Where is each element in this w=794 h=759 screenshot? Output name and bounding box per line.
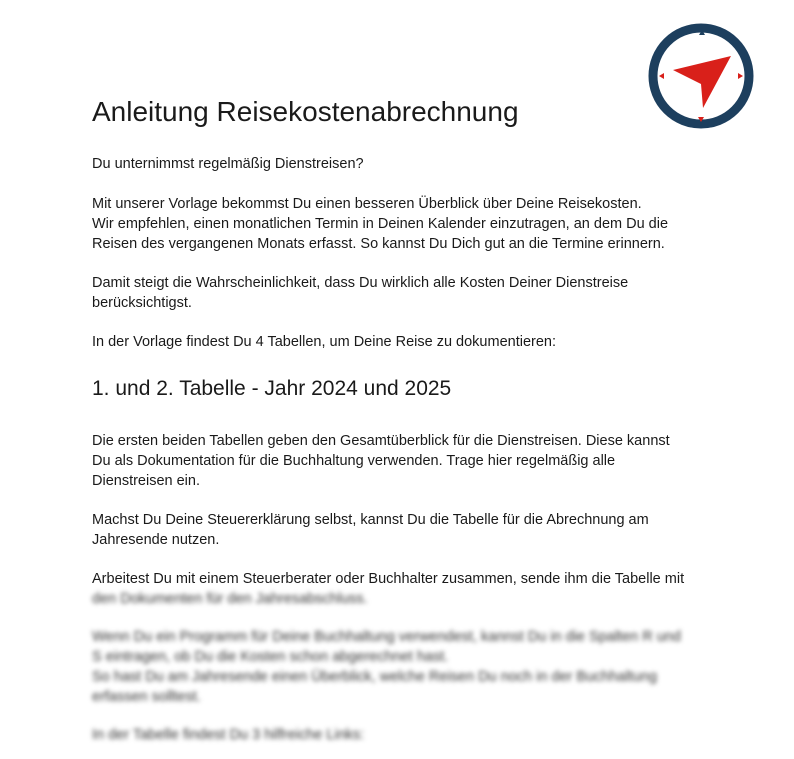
section-paragraph-1-line-3: Dienstreisen ein. xyxy=(92,473,200,489)
intro-question: Du unternimmst regelmäßig Dienstreisen? xyxy=(92,156,364,172)
intro-paragraph-3: In der Vorlage findest Du 4 Tabellen, um Deine Reise zu dokumentieren: xyxy=(92,334,557,350)
section-paragraph-4-line-1: Wenn Du ein Programm für Deine Buchhaltung verwendest, kannst Du in die Spalten R und xyxy=(92,629,681,645)
section-paragraph-3-line-2: den Dokumenten für den Jahresabschluss. xyxy=(92,591,368,607)
document-title: Anleitung Reisekostenabrechnung xyxy=(92,96,519,127)
intro-paragraph-1-line-2: Wir empfehlen, einen monatlichen Termin in Deinen Kalender einzutragen, an dem Du die xyxy=(92,216,669,232)
section-paragraph-4-line-4: erfassen solltest. xyxy=(92,689,201,705)
intro-paragraph-1-line-3: Reisen des vergangenen Monats erfasst. So kannst Du Dich gut an die Termine erinnern. xyxy=(92,236,665,252)
section-paragraph-1-line-2: Du als Dokumentation für die Buchhaltung verwenden. Trage hier regelmäßig alle xyxy=(92,453,616,469)
compass-logo-icon xyxy=(645,20,757,132)
section-paragraph-3-line-1: Arbeitest Du mit einem Steuerberater oder Buchhalter zusammen, sende ihm die Tabelle mit xyxy=(92,571,685,587)
section-paragraph-1-line-1: Die ersten beiden Tabellen geben den Gesamtüberblick für die Dienstreisen. Diese kannst xyxy=(92,433,670,449)
section-paragraph-2-line-1: Machst Du Deine Steuererklärung selbst, kannst Du die Tabelle für die Abrechnung am xyxy=(92,512,649,528)
section-paragraph-2-line-2: Jahresende nutzen. xyxy=(92,532,220,548)
section-paragraph-4-line-2: S eintragen, ob Du die Kosten schon abgerechnet hast. xyxy=(92,649,449,665)
intro-paragraph-2-line-1: Damit steigt die Wahrscheinlichkeit, dass Du wirklich alle Kosten Deiner Dienstreise xyxy=(92,275,629,291)
section-paragraph-5: In der Tabelle findest Du 3 hilfreiche Links: xyxy=(92,727,365,743)
intro-paragraph-2-line-2: berücksichtigst. xyxy=(92,295,192,311)
section-paragraph-4-line-3: So hast Du am Jahresende einen Überblick, welche Reisen Du noch in der Buchhaltung xyxy=(92,669,658,685)
section-heading: 1. und 2. Tabelle - Jahr 2024 und 2025 xyxy=(92,377,452,400)
intro-paragraph-1-line-1: Mit unserer Vorlage bekommst Du einen besseren Überblick über Deine Reisekosten. xyxy=(92,196,642,212)
